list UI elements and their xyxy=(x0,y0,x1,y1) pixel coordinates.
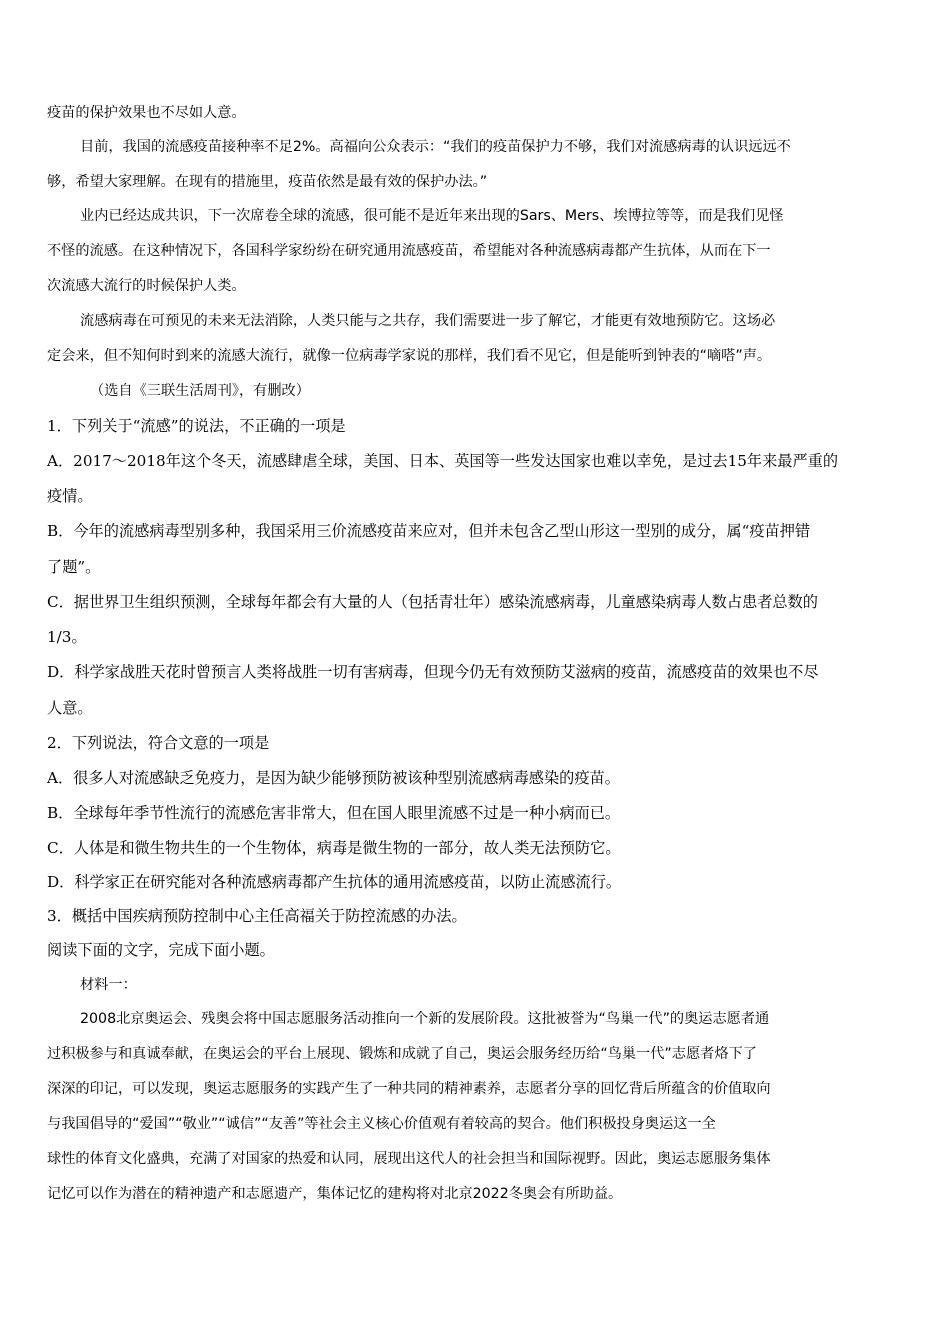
passage-one-line-7: 流感病毒在可预见的未来无法消除，人类只能与之共存，我们需要进一步了解它，才能更有效地预防它。这场必 xyxy=(80,313,776,329)
passage-one-line-2: 目前，我国的流感疫苗接种率不足2%。高福向公众表示：“我们的疫苗保护力不够，我们对流感病毒的认识远远不 xyxy=(80,139,791,155)
passage-one-line-3: 够，希望大家理解。在现有的措施里，疫苗依然是最有效的保护办法。” xyxy=(47,174,488,190)
material-one-label: 材料一： xyxy=(80,977,137,993)
material-one-line-1: 2008北京奥运会、残奥会将中国志愿服务活动推向一个新的发展阶段。这批被誉为“鸟巢一代”的奥运志愿者通 xyxy=(80,1011,770,1027)
question-1-option-d-line-1: D．科学家战胜天花时曾预言人类将战胜一切有害病毒，但现今仍无有效预防艾滋病的疫苗，流感疫苗的效果也不尽 xyxy=(47,663,819,681)
passage-one-line-4: 业内已经达成共识，下一次席卷全球的流感，很可能不是近年来出现的Sars、Mers、埃博拉等等，而是我们见怪 xyxy=(80,208,784,224)
question-1-option-d-line-2: 人意。 xyxy=(47,699,93,717)
question-1-option-c-line-1: C．据世界卫生组织预测，全球每年都会有大量的人（包括青壮年）感染流感病毒，儿童感染病毒人数占患者总数的 xyxy=(47,593,818,611)
question-3-stem: 3．概括中国疾病预防控制中心主任高福关于防控流感的办法。 xyxy=(47,907,467,925)
question-1-stem: 1．下列关于“流感”的说法，不正确的一项是 xyxy=(47,417,346,435)
question-2-option-d: D．科学家正在研究能对各种流感病毒都产生抗体的通用流感疫苗，以防止流感流行。 xyxy=(47,873,622,891)
material-one-line-3: 深深的印记，可以发现，奥运志愿服务的实践产生了一种共同的精神素养，志愿者分享的回忆背后所蕴含的价值取向 xyxy=(47,1081,771,1097)
passage-one-line-6: 次流感大流行的时候保护人类。 xyxy=(47,278,246,294)
question-2-stem: 2．下列说法，符合文意的一项是 xyxy=(47,734,270,752)
question-1-option-a-line-2: 疫情。 xyxy=(47,487,93,505)
passage-one-line-1: 疫苗的保护效果也不尽如人意。 xyxy=(47,105,246,121)
passage-one-line-8: 定会来，但不知何时到来的流感大流行，就像一位病毒学家说的那样，我们看不见它，但是能听到钟表的“嘀嗒”声。 xyxy=(47,348,772,364)
question-1-option-b-line-2: 了题”。 xyxy=(47,558,101,576)
material-one-line-6: 记忆可以作为潜在的精神遗产和志愿遗产，集体记忆的建构将对北京2022冬奥会有所助益。 xyxy=(47,1186,623,1202)
passage-one-source: （选自《三联生活周刊》，有删改） xyxy=(90,383,310,399)
question-2-option-b: B．全球每年季节性流行的流感危害非常大，但在国人眼里流感不过是一种小病而已。 xyxy=(47,804,621,822)
question-1-option-b-line-1: B．今年的流感病毒型别多种，我国采用三价流感疫苗来应对，但并未包含乙型山形这一型别的成分，属“疫苗押错 xyxy=(47,522,811,540)
passage-one-line-5: 不怪的流感。在这种情况下，各国科学家纷纷在研究通用流感疫苗，希望能对各种流感病毒都产生抗体，从而在下一 xyxy=(47,243,771,259)
question-1-option-c-line-2: 1/3。 xyxy=(47,628,87,646)
question-1-option-a-line-1: A．2017～2018年这个冬天，流感肆虐全球，美国、日本、英国等一些发达国家也难以幸免，是过去15年来最严重的 xyxy=(47,452,839,470)
reading-instruction: 阅读下面的文字，完成下面小题。 xyxy=(47,941,275,959)
question-2-option-c: C．人体是和微生物共生的一个生物体，病毒是微生物的一部分，故人类无法预防它。 xyxy=(47,839,621,857)
material-one-line-5: 球性的体育文化盛典，充满了对国家的热爱和认同，展现出这代人的社会担当和国际视野。因此，奥运志愿服务集体 xyxy=(47,1151,771,1167)
question-2-option-a: A．很多人对流感缺乏免疫力，是因为缺少能够预防被该种型别流感病毒感染的疫苗。 xyxy=(47,769,620,787)
material-one-line-2: 过积极参与和真诚奉献，在奥运会的平台上展现、锻炼和成就了自己，奥运会服务经历给“鸟巢一代”志愿者烙下了 xyxy=(47,1046,757,1062)
material-one-line-4: 与我国倡导的“爱国”“敬业”“诚信”“友善”等社会主义核心价值观有着较高的契合。他们积极投身奥运这一全 xyxy=(47,1116,716,1132)
